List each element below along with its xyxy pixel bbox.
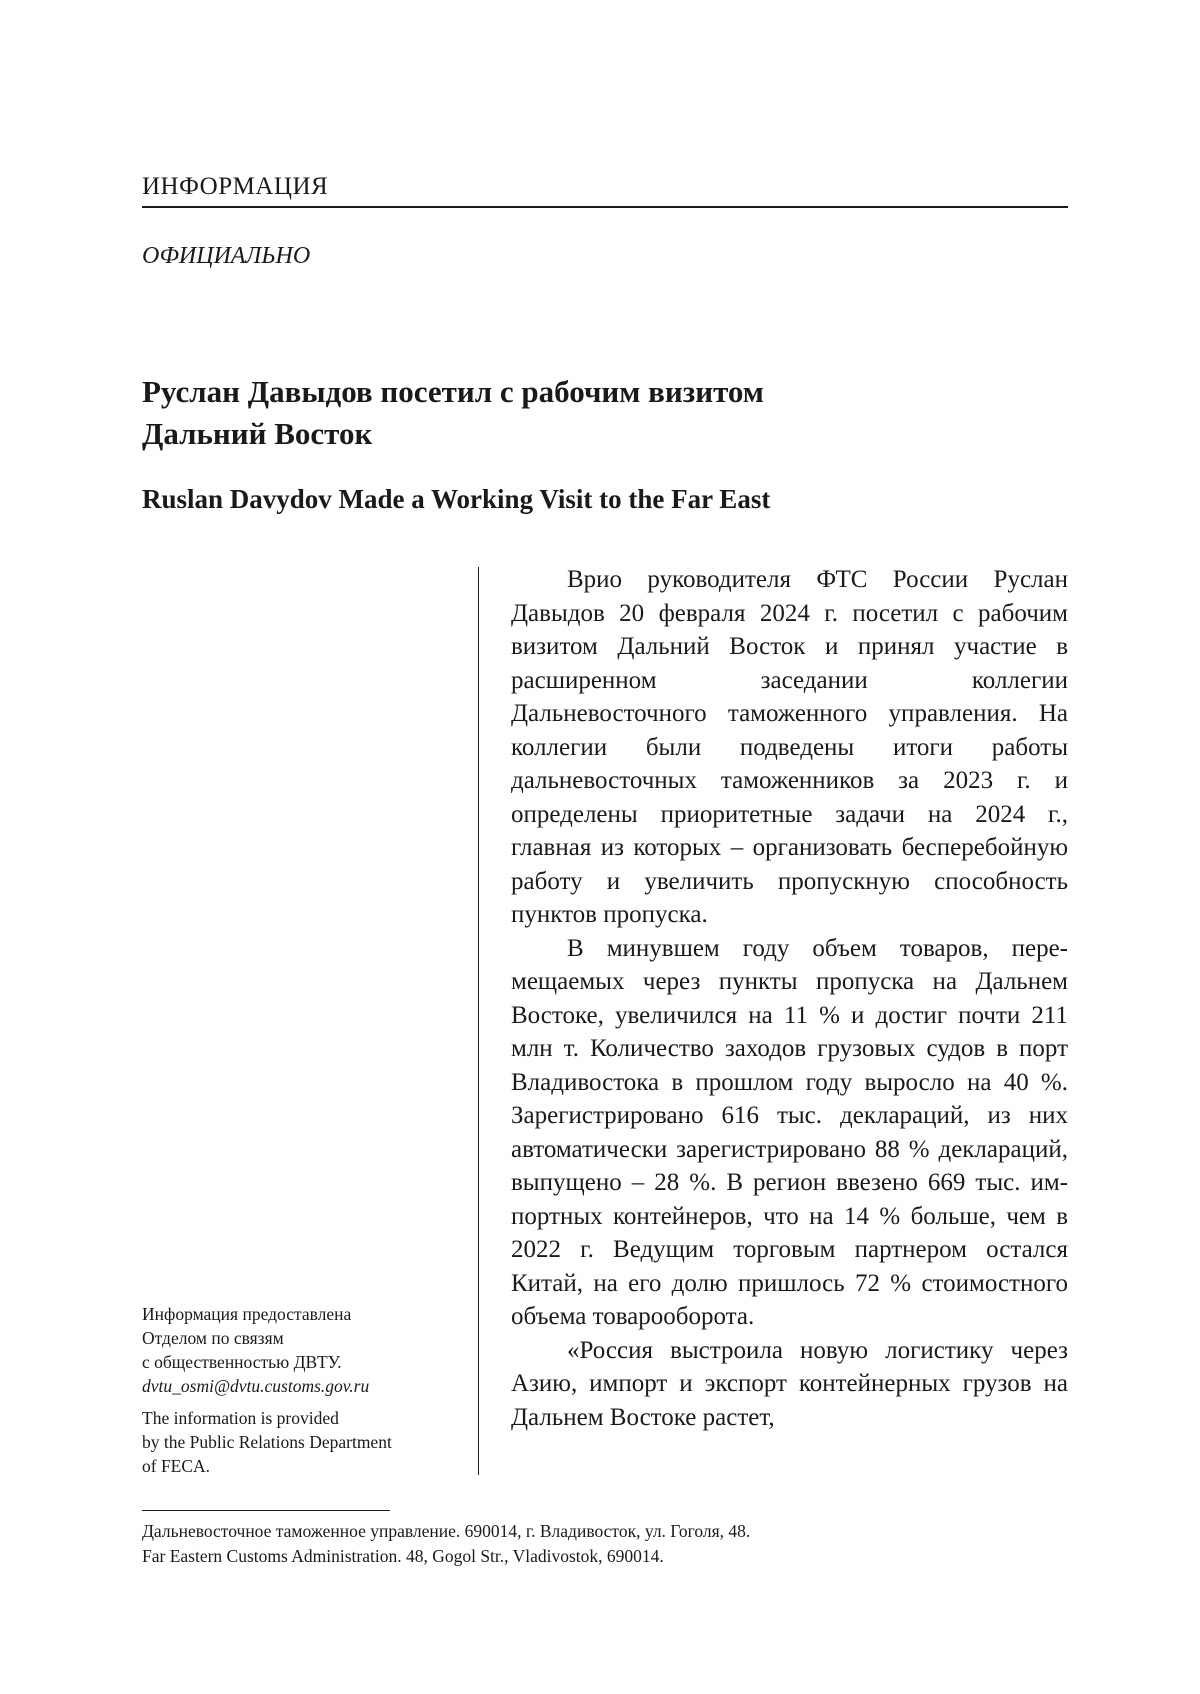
paragraph-1: Врио руководителя ФТС России Руслан Давыдов 20 февраля 2024 г. посетил с рабочим визитом Дальний Восток и принял участие в расширенном заседании коллегии Дальневосточного таможенного управления. На коллегии были подведены итоги работы дальневосточных таможенников за 2023 г. и определены приоритетные задачи на 2024 г., главная из которых – организовать бесперебойную работу и увеличить пропускную способность пунктов пропуска. <box>511 566 1068 928</box>
sidebar-en-line-1: The information is provided <box>142 1408 339 1428</box>
footnote-divider <box>142 1510 390 1511</box>
sidebar-ru-line-3: с общественностью ДВТУ. <box>142 1352 342 1372</box>
paragraph-3: «Россия выстроила новую логистику через Азию, импорт и экспорт контейнерных грузов на Дальнем Востоке растет, <box>511 1336 1068 1431</box>
rubric-label: ОФИЦИАЛЬНО <box>142 243 311 269</box>
article-body <box>511 563 1068 1434</box>
footer-address <box>142 1519 750 1569</box>
sidebar-email[interactable]: dvtu_osmi@dvtu.customs.gov.ru <box>142 1376 370 1396</box>
article-title-line-2: Дальний Восток <box>142 416 373 451</box>
sidebar-en-line-2: by the Public Relations Department <box>142 1432 392 1452</box>
article-title-english: Ruslan Davydov Made a Working Visit to the Far East <box>142 484 771 514</box>
paragraph-2: В минувшем году объем товаров, перемещаемых через пункты пропуска на Дальнем Востоке, увеличился на 11 % и достиг почти 211 млн т. Количество заходов грузовых судов в порт Владивостока в прошлом году выросло на 40 %. Зарегистрировано 616 тыс. деклараций, из них автоматически зарегистрировано 88 % деклараций, выпущено – 28 %. В регион ввезено 669 тыс. импортных контейнеров, что на 14 % больше, чем в 2022 г. Ведущим торговым партнером остался Китай, на его долю пришлось 72 % стоимостного объема товарооборота. <box>511 934 1068 1330</box>
section-heading: ИНФОРМАЦИЯ <box>142 173 329 200</box>
sidebar-ru-line-1: Информация предоставлена <box>142 1304 352 1324</box>
sidebar-note <box>142 1302 442 1478</box>
sidebar-en-line-3: of FECA. <box>142 1456 211 1476</box>
article-title-line-1: Руслан Давыдов посетил с рабочим визитом <box>142 374 764 409</box>
footer-address-ru: Дальневосточное таможенное управление. 690014, г. Владивосток, ул. Гоголя, 48. <box>142 1521 751 1541</box>
header-divider <box>142 206 1068 208</box>
article-title <box>142 371 1002 455</box>
footer-address-en: Far Eastern Customs Administration. 48, Gogol Str., Vladivostok, 690014. <box>142 1546 664 1566</box>
column-divider <box>478 567 479 1475</box>
sidebar-ru-line-2: Отделом по связям <box>142 1328 284 1348</box>
